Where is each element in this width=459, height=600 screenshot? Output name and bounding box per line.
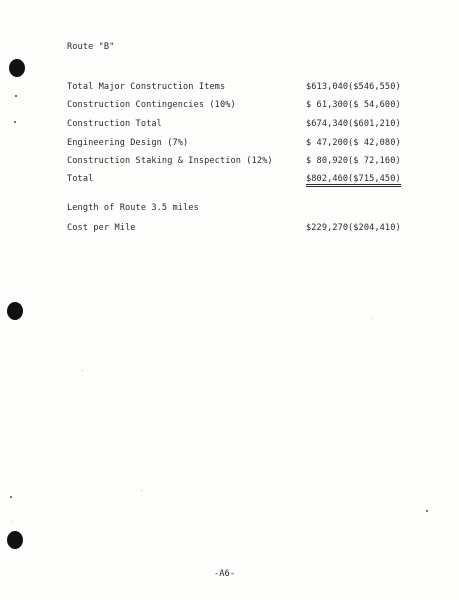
row-alt-cost: ($601,210): [348, 119, 401, 129]
scan-speck: [15, 95, 17, 97]
scan-speck: [141, 490, 142, 491]
total-cost: $802,460: [306, 174, 348, 187]
cost-per-mile-alt-cost: ($204,410): [348, 223, 401, 233]
scan-speck: [426, 510, 428, 512]
total-alt-cost: ($715,450): [348, 174, 401, 187]
row-alt-cost: ($ 54,600): [348, 100, 401, 110]
row-cost: $ 80,920: [306, 156, 349, 166]
scan-speck: [10, 496, 12, 498]
route-heading: Route "B": [67, 42, 115, 52]
scan-speck: [11, 521, 12, 522]
row-alt-cost: ($ 42,080): [348, 138, 401, 148]
punch-hole-top: [9, 59, 25, 77]
cost-per-mile-label: Cost per Mile: [67, 223, 136, 233]
cost-per-mile-cost: $229,270: [306, 223, 349, 233]
row-label: Construction Total: [67, 119, 162, 129]
scan-speck: [82, 370, 83, 371]
punch-hole-middle: [7, 302, 23, 320]
row-alt-cost: ($ 72,160): [348, 156, 401, 166]
row-cost: $ 61,300: [306, 100, 349, 110]
row-label: Engineering Design (7%): [67, 138, 189, 148]
total-label: Total: [67, 174, 94, 184]
row-label: Construction Staking & Inspection (12%): [67, 156, 273, 166]
page-number: -A6-: [214, 569, 236, 579]
row-label: Total Major Construction Items: [67, 82, 226, 92]
row-label: Construction Contingencies (10%): [67, 100, 236, 110]
scan-speck: [372, 318, 373, 319]
punch-hole-bottom: [7, 531, 23, 549]
row-alt-cost: ($546,550): [348, 82, 401, 92]
route-length: Length of Route 3.5 miles: [67, 203, 199, 213]
row-cost: $613,040: [306, 82, 349, 92]
row-cost: $674,340: [306, 119, 349, 129]
scan-speck: [14, 121, 16, 123]
row-cost: $ 47,200: [306, 138, 349, 148]
